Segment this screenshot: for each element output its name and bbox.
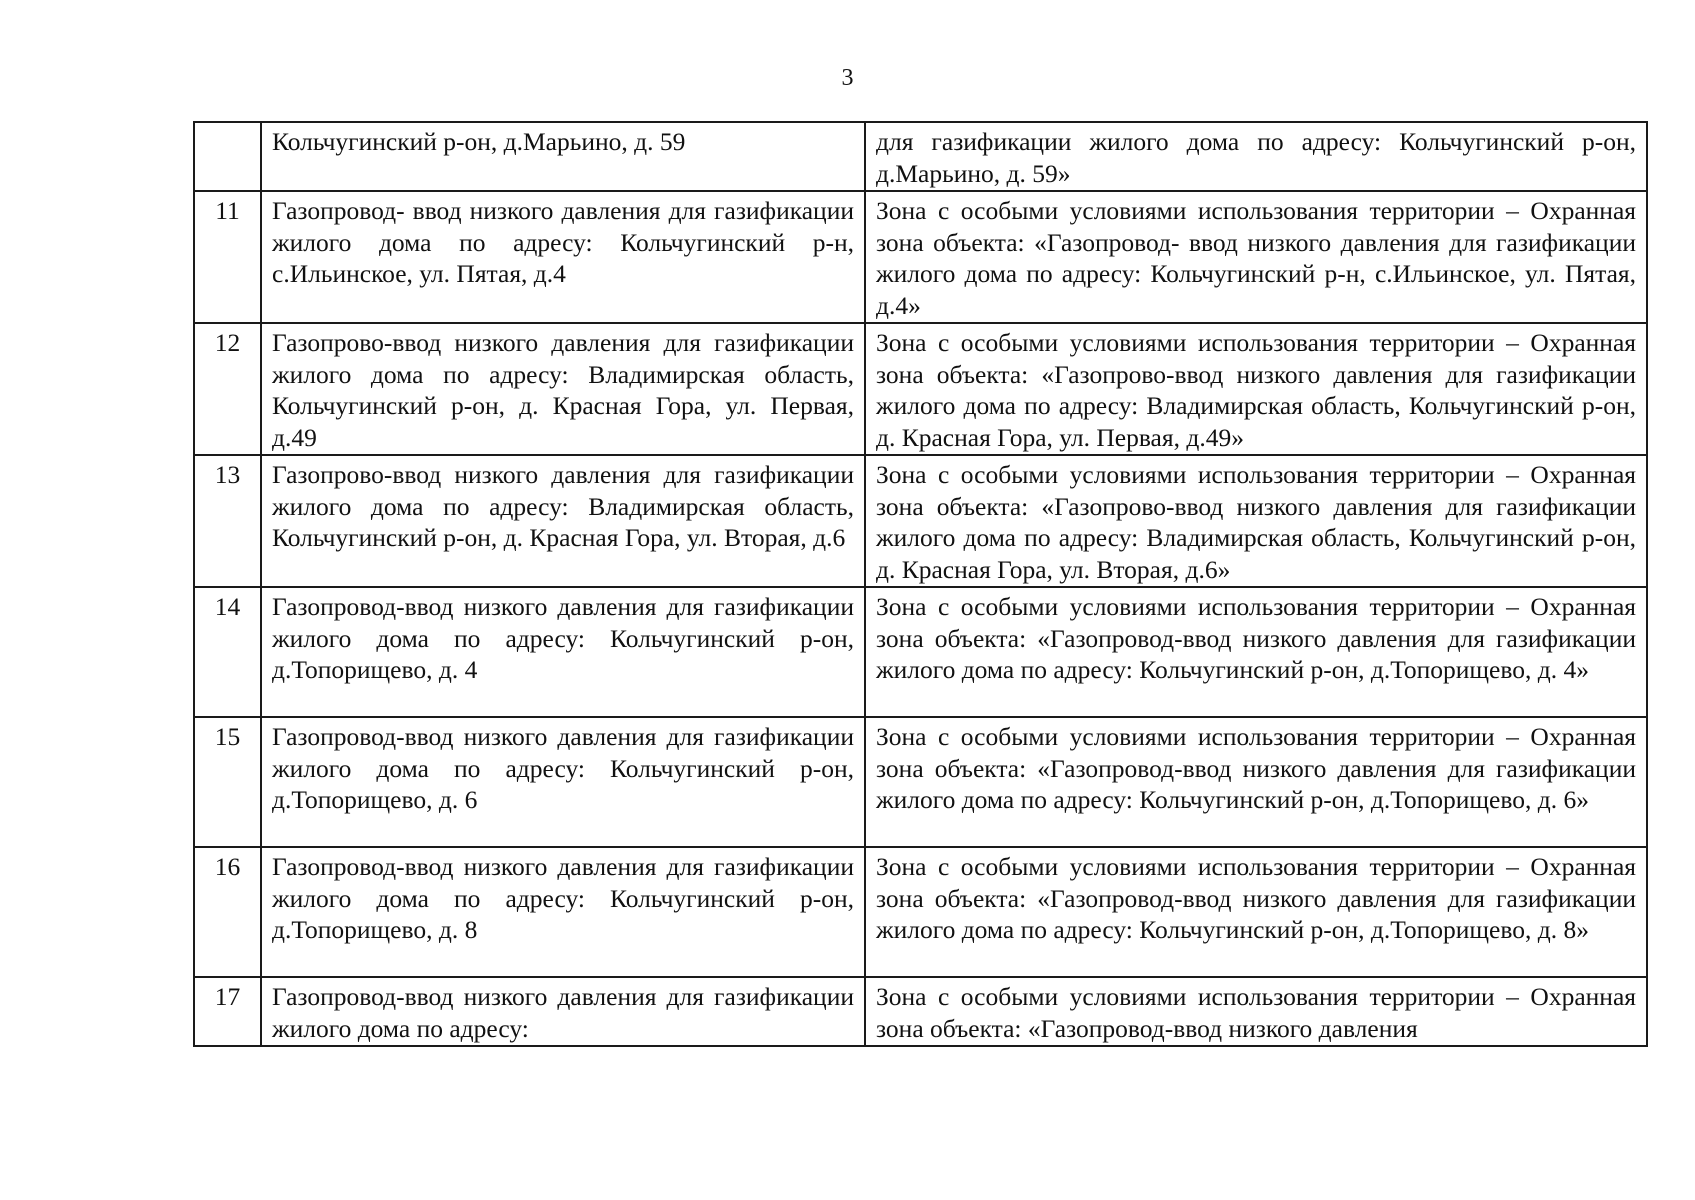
object-description-cell: Газопровод-ввод низкого давления для газификации жилого дома по адресу: xyxy=(261,977,865,1046)
table-row xyxy=(194,191,1647,323)
table-row xyxy=(194,323,1647,455)
zone-description-cell: Зона с особыми условиями использования территории – Охранная зона объекта: «Газопровод- ввод низкого давления для газификации жилого дома по адресу: Кольчугинский р-н, с.Ильинское, ул. Пятая, д.4» xyxy=(865,191,1647,323)
zone-description-cell: для газификации жилого дома по адресу: Кольчугинский р-он, д.Марьино, д. 59» xyxy=(865,122,1647,191)
table-row xyxy=(194,977,1647,1046)
row-number-cell: 13 xyxy=(194,455,261,587)
table-row xyxy=(194,587,1647,717)
table-row xyxy=(194,847,1647,977)
row-number-cell: 11 xyxy=(194,191,261,323)
row-number-cell xyxy=(194,122,261,191)
table-row xyxy=(194,717,1647,847)
row-number-cell: 17 xyxy=(194,977,261,1046)
zone-description-cell: Зона с особыми условиями использования территории – Охранная зона объекта: «Газопровод-ввод низкого давления для газификации жилого дома по адресу: Кольчугинский р-он, д.Топорищево, д. 8» xyxy=(865,847,1647,977)
zone-description-cell: Зона с особыми условиями использования территории – Охранная зона объекта: «Газопровод-ввод низкого давления для газификации жилого дома по адресу: Кольчугинский р-он, д.Топорищево, д. 4» xyxy=(865,587,1647,717)
row-number-cell: 12 xyxy=(194,323,261,455)
row-number-cell: 16 xyxy=(194,847,261,977)
zone-description-cell: Зона с особыми условиями использования территории – Охранная зона объекта: «Газопровод-ввод низкого давления xyxy=(865,977,1647,1046)
object-description-cell: Кольчугинский р-он, д.Марьино, д. 59 xyxy=(261,122,865,191)
table-row xyxy=(194,455,1647,587)
object-description-cell: Газопрово-ввод низкого давления для газификации жилого дома по адресу: Владимирская область, Кольчугинский р-он, д. Красная Гора, ул. Вторая, д.6 xyxy=(261,455,865,587)
row-number-cell: 15 xyxy=(194,717,261,847)
zone-description-cell: Зона с особыми условиями использования территории – Охранная зона объекта: «Газопрово-ввод низкого давления для газификации жилого дома по адресу: Владимирская область, Кольчугинский р-он, д. Красная Гора, ул. Первая, д.49» xyxy=(865,323,1647,455)
zone-description-cell: Зона с особыми условиями использования территории – Охранная зона объекта: «Газопровод-ввод низкого давления для газификации жилого дома по адресу: Кольчугинский р-он, д.Топорищево, д. 6» xyxy=(865,717,1647,847)
object-description-cell: Газопровод-ввод низкого давления для газификации жилого дома по адресу: Кольчугинский р-он, д.Топорищево, д. 8 xyxy=(261,847,865,977)
object-description-cell: Газопровод- ввод низкого давления для газификации жилого дома по адресу: Кольчугинский р-н, с.Ильинское, ул. Пятая, д.4 xyxy=(261,191,865,323)
zones-table xyxy=(193,121,1648,1047)
object-description-cell: Газопровод-ввод низкого давления для газификации жилого дома по адресу: Кольчугинский р-он, д.Топорищево, д. 6 xyxy=(261,717,865,847)
row-number-cell: 14 xyxy=(194,587,261,717)
table-row xyxy=(194,122,1647,191)
object-description-cell: Газопрово-ввод низкого давления для газификации жилого дома по адресу: Владимирская область, Кольчугинский р-он, д. Красная Гора, ул. Первая, д.49 xyxy=(261,323,865,455)
page-number: 3 xyxy=(841,65,854,91)
object-description-cell: Газопровод-ввод низкого давления для газификации жилого дома по адресу: Кольчугинский р-он, д.Топорищево, д. 4 xyxy=(261,587,865,717)
zone-description-cell: Зона с особыми условиями использования территории – Охранная зона объекта: «Газопрово-ввод низкого давления для газификации жилого дома по адресу: Владимирская область, Кольчугинский р-он, д. Красная Гора, ул. Вторая, д.6» xyxy=(865,455,1647,587)
